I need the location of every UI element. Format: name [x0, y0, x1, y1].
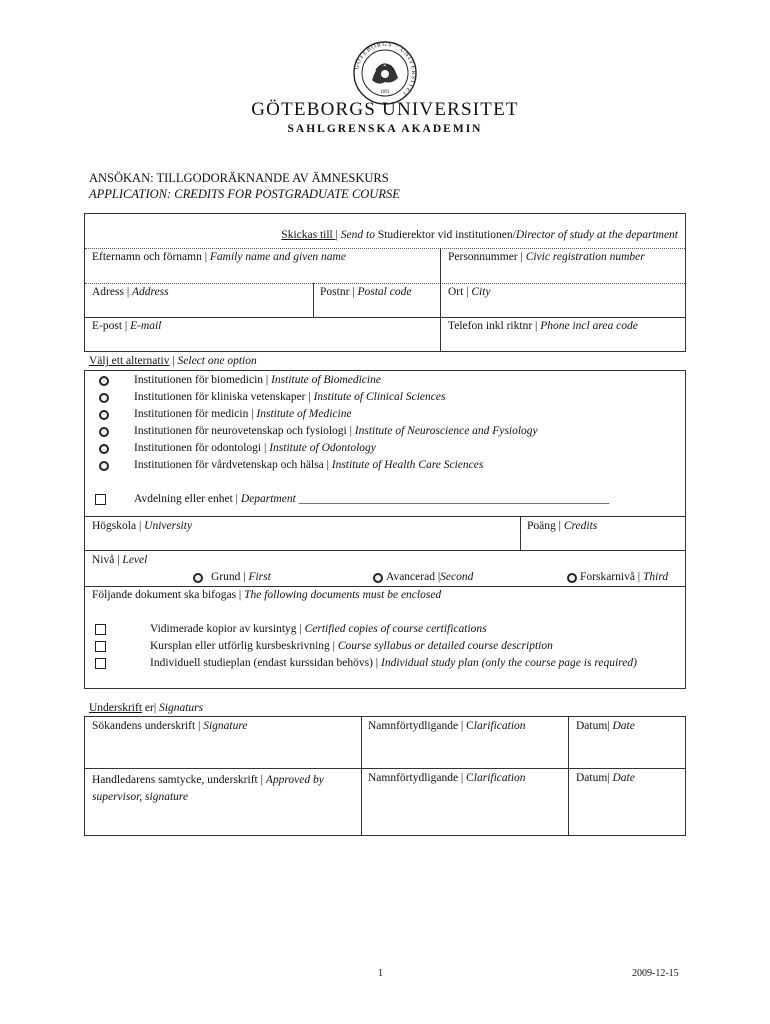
option-clinical-sciences-label: Institutionen för kliniska vetenskaper | Institute of Clinical Sciences — [134, 391, 446, 403]
radio-neuroscience[interactable] — [99, 427, 109, 437]
form-title-en: APPLICATION: CREDITS FOR POSTGRADUATE COURSE — [89, 187, 400, 201]
supervisor-date-field[interactable]: Datum| Date — [576, 772, 635, 784]
radio-clinical-sciences[interactable] — [99, 393, 109, 403]
checkbox-certified-copies[interactable] — [95, 624, 106, 635]
level-second-label: Avancerad |Second — [386, 571, 474, 583]
radio-biomedicine[interactable] — [99, 376, 109, 386]
academy-name: SAHLGRENSKA AKADEMIN — [287, 123, 483, 135]
radio-medicine[interactable] — [99, 410, 109, 420]
footer-date: 2009-12-15 — [632, 968, 679, 979]
civic-number-field[interactable]: Personnummer | Civic registration number — [448, 251, 645, 263]
checkbox-study-plan[interactable] — [95, 658, 106, 669]
university-seal-logo — [352, 40, 418, 106]
postal-code-field[interactable]: Postnr | Postal code — [320, 286, 412, 298]
address-field[interactable]: Adress | Address — [92, 286, 169, 298]
credits-field[interactable]: Poäng | Credits — [527, 520, 598, 532]
option-health-care-label: Institutionen för vårdvetenskap och hälsa | Institute of Health Care Sciences — [134, 459, 484, 471]
university-field[interactable]: Högskola | University — [92, 520, 193, 532]
form-title-sv: ANSÖKAN: TILLGODORÄKNANDE AV ÄMNESKURS — [89, 171, 389, 185]
city-field[interactable]: Ort | City — [448, 286, 491, 298]
radio-level-third[interactable] — [567, 573, 577, 583]
level-third-label: Forskarnivå | Third — [580, 571, 669, 583]
option-biomedicine-label: Institutionen för biomedicin | Institute of Biomedicine — [134, 374, 381, 386]
send-to-line: Skickas till | Send to Studierektor vid institutionen/Director of study at the department — [281, 229, 678, 241]
select-option-heading: Välj ett alternativ | Select one option — [89, 355, 257, 367]
radio-level-second[interactable] — [373, 573, 383, 583]
doc-certified-copies-label: Vidimerade kopior av kursintyg | Certified copies of course certifications — [150, 623, 487, 635]
seal-year: 1891 — [380, 90, 390, 95]
radio-health-care[interactable] — [99, 461, 109, 471]
option-odontology-label: Institutionen för odontologi | Institute of Odontology — [134, 442, 376, 454]
applicant-date-field[interactable]: Datum| Date — [576, 720, 635, 732]
email-field[interactable]: E-post | E-mail — [92, 320, 162, 332]
doc-study-plan-label: Individuell studieplan (endast kurssidan behövs) | Individual study plan (only the course page is required) — [150, 657, 637, 669]
level-label: Nivå | Level — [92, 554, 148, 566]
department-input-line[interactable]: ______________________________________________________ — [298, 493, 610, 505]
signatures-heading: Underskrift er| Signaturs — [89, 702, 204, 714]
applicant-signature-field[interactable]: Sökandens underskrift | Signature — [92, 720, 248, 732]
supervisor-signature-field[interactable]: Handledarens samtycke, underskrift | Approved by supervisor, signature — [92, 774, 324, 803]
documents-heading: Följande dokument ska bifogas | The following documents must be enclosed — [92, 589, 442, 601]
option-medicine-label: Institutionen för medicin | Institute of Medicine — [134, 408, 352, 420]
page-number: 1 — [378, 968, 383, 979]
applicant-clarification-field[interactable]: Namnförtydligande | Clarification — [368, 720, 526, 732]
seal-ring-text: GÖTEBORGS · UNIVERSITET — [353, 40, 418, 99]
university-name: GÖTEBORGS UNIVERSITET — [251, 99, 519, 120]
phone-field[interactable]: Telefon inkl riktnr | Phone incl area code — [448, 320, 638, 332]
checkbox-syllabus[interactable] — [95, 641, 106, 652]
radio-level-first[interactable] — [193, 573, 203, 583]
supervisor-clarification-field[interactable]: Namnförtydligande | Clarification — [368, 772, 526, 784]
checkbox-department[interactable] — [95, 494, 106, 505]
option-neuroscience-label: Institutionen för neurovetenskap och fysiologi | Institute of Neuroscience and Fysiology — [134, 425, 538, 437]
department-other-label: Avdelning eller enhet | Department ______________________________________________________ — [134, 493, 610, 505]
level-first-label: Grund | First — [211, 571, 271, 583]
radio-odontology[interactable] — [99, 444, 109, 454]
name-field[interactable]: Efternamn och förnamn | Family name and given name — [92, 251, 346, 263]
doc-syllabus-label: Kursplan eller utförlig kursbeskrivning | Course syllabus or detailed course description — [150, 640, 553, 652]
